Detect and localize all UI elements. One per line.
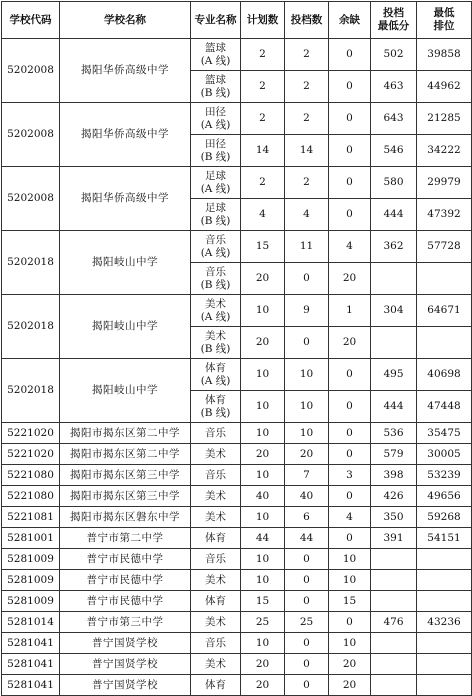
major-name-line: 美术 (205, 615, 226, 628)
min-score-cell: 350 (371, 507, 417, 528)
table-row (2, 528, 472, 549)
min-rank-cell (417, 263, 472, 295)
plan-count-cell: 2 (241, 39, 285, 71)
filed-count-cell: 25 (285, 612, 329, 633)
filed-count-cell: 0 (285, 675, 329, 696)
min-rank-cell: 64671 (417, 295, 472, 327)
school-code-cell: 5202008 (2, 103, 60, 167)
school-code-cell: 5221020 (2, 444, 60, 465)
major-name-line: 田径 (205, 105, 226, 118)
filed-count-cell: 2 (285, 167, 329, 199)
min-rank-cell: 44962 (417, 71, 472, 103)
school-name-cell: 普宁国贤学校 (60, 654, 191, 675)
plan-count-cell: 44 (241, 528, 285, 549)
plan-count-cell: 10 (241, 423, 285, 444)
school-code-cell: 5281041 (2, 654, 60, 675)
min-rank-cell: 30005 (417, 444, 472, 465)
major-name-cell (191, 675, 241, 696)
plan-count-cell: 2 (241, 71, 285, 103)
major-name-line: 音乐 (205, 233, 226, 246)
filed-count-cell: 4 (285, 199, 329, 231)
filed-count-cell: 9 (285, 295, 329, 327)
table-row (2, 39, 472, 71)
vacancy-cell: 0 (329, 135, 371, 167)
major-name-line: (B 线) (200, 342, 231, 355)
table-row (2, 486, 472, 507)
filed-count-cell: 7 (285, 465, 329, 486)
major-name-cell (191, 528, 241, 549)
major-name-line: 田径 (205, 137, 226, 150)
school-code-cell: 5221080 (2, 486, 60, 507)
school-name-cell: 普宁市第三中学 (60, 612, 191, 633)
vacancy-cell: 0 (329, 444, 371, 465)
school-code-cell: 5221080 (2, 465, 60, 486)
major-name-line: 音乐 (205, 636, 226, 649)
major-name-cell (191, 549, 241, 570)
major-name-cell (191, 295, 241, 327)
major-name-cell (191, 167, 241, 199)
school-code-cell: 5202008 (2, 167, 60, 231)
header-plan-count (241, 2, 285, 39)
major-name-line: 美术 (205, 657, 226, 670)
table-row (2, 295, 472, 327)
table-row (2, 675, 472, 696)
school-name-cell: 揭阳岐山中学 (60, 231, 191, 295)
min-score-cell (371, 633, 417, 654)
major-name-cell (191, 231, 241, 263)
major-name-line: 音乐 (205, 265, 226, 278)
major-name-cell (191, 507, 241, 528)
major-name-cell (191, 612, 241, 633)
filed-count-cell: 2 (285, 103, 329, 135)
min-rank-cell: 35475 (417, 423, 472, 444)
table-row (2, 633, 472, 654)
min-score-cell: 398 (371, 465, 417, 486)
major-name-cell (191, 486, 241, 507)
plan-count-cell: 40 (241, 486, 285, 507)
major-name-line: 体育 (205, 678, 226, 691)
vacancy-cell: 20 (329, 327, 371, 359)
table-row (2, 612, 472, 633)
major-name-line: (A 线) (200, 246, 231, 259)
header-school-name (60, 2, 191, 39)
major-name-line: 体育 (205, 393, 226, 406)
filed-count-cell: 0 (285, 591, 329, 612)
filed-count-cell: 0 (285, 633, 329, 654)
table-row (2, 507, 472, 528)
school-name-cell: 揭阳市揭东区第二中学 (60, 444, 191, 465)
school-code-cell: 5281041 (2, 633, 60, 654)
major-name-cell (191, 654, 241, 675)
school-code-cell: 5202018 (2, 359, 60, 423)
plan-count-cell: 20 (241, 327, 285, 359)
vacancy-cell: 20 (329, 675, 371, 696)
min-score-cell: 362 (371, 231, 417, 263)
major-name-line: 音乐 (205, 468, 226, 481)
major-name-line: 美术 (205, 489, 226, 502)
header-row (2, 2, 472, 39)
school-name-cell: 揭阳岐山中学 (60, 295, 191, 359)
filed-count-cell: 20 (285, 444, 329, 465)
table-row (2, 465, 472, 486)
min-score-cell: 536 (371, 423, 417, 444)
min-rank-cell (417, 675, 472, 696)
vacancy-cell: 3 (329, 465, 371, 486)
min-rank-cell (417, 654, 472, 675)
school-code-cell: 5202008 (2, 39, 60, 103)
filed-count-cell: 0 (285, 327, 329, 359)
min-score-cell (371, 591, 417, 612)
major-name-line: 美术 (205, 510, 226, 523)
header-label: 学校代码 (9, 13, 52, 26)
filed-count-cell: 0 (285, 570, 329, 591)
min-rank-cell (417, 549, 472, 570)
min-score-cell: 495 (371, 359, 417, 391)
major-name-cell (191, 39, 241, 71)
min-rank-cell: 47392 (417, 199, 472, 231)
plan-count-cell: 20 (241, 675, 285, 696)
major-name-cell (191, 444, 241, 465)
table-row (2, 570, 472, 591)
filed-count-cell: 0 (285, 654, 329, 675)
header-vacancy (329, 2, 371, 39)
plan-count-cell: 15 (241, 591, 285, 612)
header-school-code (2, 2, 60, 39)
filed-count-cell: 44 (285, 528, 329, 549)
plan-count-cell: 10 (241, 633, 285, 654)
min-rank-cell: 40698 (417, 359, 472, 391)
plan-count-cell: 10 (241, 549, 285, 570)
filed-count-cell: 6 (285, 507, 329, 528)
school-code-cell: 5281014 (2, 612, 60, 633)
school-name-cell: 揭阳市揭东区第三中学 (60, 465, 191, 486)
plan-count-cell: 10 (241, 295, 285, 327)
major-name-line: 体育 (205, 361, 226, 374)
vacancy-cell: 0 (329, 71, 371, 103)
min-score-cell: 426 (371, 486, 417, 507)
major-name-line: 体育 (205, 594, 226, 607)
school-name-cell: 普宁市民德中学 (60, 591, 191, 612)
major-name-line: 篮球 (205, 41, 226, 54)
major-name-cell (191, 135, 241, 167)
school-name-cell: 揭阳市揭东区磐东中学 (60, 507, 191, 528)
table-row (2, 359, 472, 391)
major-name-line: 美术 (205, 573, 226, 586)
major-name-cell (191, 359, 241, 391)
table-row (2, 549, 472, 570)
vacancy-cell: 0 (329, 612, 371, 633)
min-rank-cell (417, 327, 472, 359)
vacancy-cell: 20 (329, 263, 371, 295)
min-score-cell (371, 263, 417, 295)
min-rank-cell: 49656 (417, 486, 472, 507)
school-code-cell: 5281001 (2, 528, 60, 549)
vacancy-cell: 10 (329, 549, 371, 570)
filed-count-cell: 0 (285, 549, 329, 570)
major-name-line: (B 线) (200, 278, 231, 291)
plan-count-cell: 2 (241, 103, 285, 135)
major-name-line: 足球 (205, 169, 226, 182)
table-header (2, 2, 472, 39)
major-name-line: (B 线) (200, 150, 231, 163)
vacancy-cell: 4 (329, 231, 371, 263)
table-row (2, 444, 472, 465)
min-rank-cell (417, 633, 472, 654)
plan-count-cell: 20 (241, 263, 285, 295)
plan-count-cell: 10 (241, 359, 285, 391)
header-label: 最低 (433, 7, 455, 19)
vacancy-cell: 15 (329, 591, 371, 612)
major-name-line: (A 线) (200, 374, 231, 387)
school-name-cell: 揭阳市揭东区第二中学 (60, 423, 191, 444)
table-row (2, 167, 472, 199)
filed-count-cell: 2 (285, 39, 329, 71)
major-name-cell (191, 633, 241, 654)
min-rank-cell: 29979 (417, 167, 472, 199)
filed-count-cell: 40 (285, 486, 329, 507)
min-score-cell (371, 654, 417, 675)
school-code-cell: 5281009 (2, 549, 60, 570)
school-name-cell: 揭阳岐山中学 (60, 359, 191, 423)
school-name-cell: 普宁国贤学校 (60, 633, 191, 654)
major-name-line: (B 线) (200, 86, 231, 99)
header-label: 余缺 (339, 13, 360, 26)
table-row (2, 103, 472, 135)
school-name-cell: 普宁市民德中学 (60, 570, 191, 591)
min-rank-cell (417, 591, 472, 612)
major-name-line: 美术 (205, 297, 226, 310)
filed-count-cell: 10 (285, 391, 329, 423)
vacancy-cell: 0 (329, 167, 371, 199)
header-label: 投档 (383, 7, 404, 19)
table-row (2, 231, 472, 263)
min-rank-cell: 43236 (417, 612, 472, 633)
major-name-line: 美术 (205, 329, 226, 342)
major-name-line: (A 线) (200, 182, 231, 195)
min-score-cell: 444 (371, 391, 417, 423)
vacancy-cell: 0 (329, 103, 371, 135)
filed-count-cell: 10 (285, 423, 329, 444)
school-name-cell: 普宁市第二中学 (60, 528, 191, 549)
plan-count-cell: 10 (241, 507, 285, 528)
min-score-cell: 463 (371, 71, 417, 103)
major-name-line: (A 线) (200, 54, 231, 67)
major-name-line: 美术 (205, 447, 226, 460)
major-name-cell (191, 71, 241, 103)
major-name-line: 音乐 (205, 552, 226, 565)
min-rank-cell: 54151 (417, 528, 472, 549)
header-major-name (191, 2, 241, 39)
vacancy-cell: 0 (329, 528, 371, 549)
header-label: 学校名称 (104, 13, 146, 26)
school-name-cell: 普宁国贤学校 (60, 675, 191, 696)
major-name-line: (A 线) (200, 310, 231, 323)
school-code-cell: 5221081 (2, 507, 60, 528)
major-name-line: 篮球 (205, 73, 226, 86)
min-score-cell: 643 (371, 103, 417, 135)
min-score-cell (371, 327, 417, 359)
min-rank-cell (417, 570, 472, 591)
min-rank-cell: 53239 (417, 465, 472, 486)
vacancy-cell: 0 (329, 359, 371, 391)
plan-count-cell: 4 (241, 199, 285, 231)
school-code-cell: 5202018 (2, 295, 60, 359)
min-score-cell (371, 570, 417, 591)
header-label: 计划数 (246, 13, 279, 26)
plan-count-cell: 20 (241, 654, 285, 675)
major-name-cell (191, 103, 241, 135)
vacancy-cell: 1 (329, 295, 371, 327)
major-name-cell (191, 327, 241, 359)
table-body (2, 39, 472, 696)
min-score-cell: 391 (371, 528, 417, 549)
min-rank-cell: 39858 (417, 39, 472, 71)
min-score-cell: 444 (371, 199, 417, 231)
plan-count-cell: 10 (241, 465, 285, 486)
min-rank-cell: 47448 (417, 391, 472, 423)
filed-count-cell: 14 (285, 135, 329, 167)
min-score-cell: 502 (371, 39, 417, 71)
plan-count-cell: 20 (241, 444, 285, 465)
table-row (2, 423, 472, 444)
school-code-cell: 5281009 (2, 591, 60, 612)
header-label: 投档数 (290, 13, 323, 26)
header-min-rank (417, 2, 472, 39)
school-name-cell: 揭阳华侨高级中学 (60, 103, 191, 167)
school-name-cell: 普宁市民德中学 (60, 549, 191, 570)
vacancy-cell: 0 (329, 423, 371, 444)
plan-count-cell: 10 (241, 570, 285, 591)
school-code-cell: 5281009 (2, 570, 60, 591)
vacancy-cell: 10 (329, 633, 371, 654)
filed-count-cell: 11 (285, 231, 329, 263)
vacancy-cell: 4 (329, 507, 371, 528)
school-code-cell: 5281041 (2, 675, 60, 696)
vacancy-cell: 20 (329, 654, 371, 675)
vacancy-cell: 0 (329, 391, 371, 423)
min-rank-cell: 34222 (417, 135, 472, 167)
school-code-cell: 5202018 (2, 231, 60, 295)
min-score-cell: 580 (371, 167, 417, 199)
major-name-line: (B 线) (200, 214, 231, 227)
table-row (2, 591, 472, 612)
major-name-cell (191, 423, 241, 444)
school-name-cell: 揭阳华侨高级中学 (60, 39, 191, 103)
header-filed-count (285, 2, 329, 39)
plan-count-cell: 15 (241, 231, 285, 263)
major-name-line: 音乐 (205, 426, 226, 439)
min-rank-cell: 57728 (417, 231, 472, 263)
major-name-cell (191, 591, 241, 612)
admission-table (1, 1, 472, 696)
header-min-score (371, 2, 417, 39)
table-row (2, 654, 472, 675)
min-score-cell (371, 675, 417, 696)
major-name-cell (191, 263, 241, 295)
plan-count-cell: 25 (241, 612, 285, 633)
school-name-cell: 揭阳市揭东区第三中学 (60, 486, 191, 507)
min-rank-cell: 59268 (417, 507, 472, 528)
filed-count-cell: 2 (285, 71, 329, 103)
min-score-cell: 546 (371, 135, 417, 167)
header-label: 排位 (433, 20, 455, 32)
vacancy-cell: 0 (329, 39, 371, 71)
major-name-cell (191, 391, 241, 423)
min-score-cell: 476 (371, 612, 417, 633)
min-score-cell (371, 549, 417, 570)
filed-count-cell: 0 (285, 263, 329, 295)
school-code-cell: 5221020 (2, 423, 60, 444)
plan-count-cell: 2 (241, 167, 285, 199)
plan-count-cell: 14 (241, 135, 285, 167)
header-label: 专业名称 (194, 13, 237, 26)
major-name-cell (191, 465, 241, 486)
major-name-line: (B 线) (200, 406, 231, 419)
vacancy-cell: 0 (329, 199, 371, 231)
vacancy-cell: 10 (329, 570, 371, 591)
major-name-cell (191, 570, 241, 591)
major-name-line: (A 线) (200, 118, 231, 131)
plan-count-cell: 10 (241, 391, 285, 423)
min-score-cell: 579 (371, 444, 417, 465)
major-name-line: 足球 (205, 201, 226, 214)
min-rank-cell: 21285 (417, 103, 472, 135)
major-name-cell (191, 199, 241, 231)
header-label: 最低分 (377, 20, 410, 32)
major-name-line: 体育 (205, 531, 226, 544)
school-name-cell: 揭阳华侨高级中学 (60, 167, 191, 231)
min-score-cell: 304 (371, 295, 417, 327)
filed-count-cell: 10 (285, 359, 329, 391)
vacancy-cell: 0 (329, 486, 371, 507)
